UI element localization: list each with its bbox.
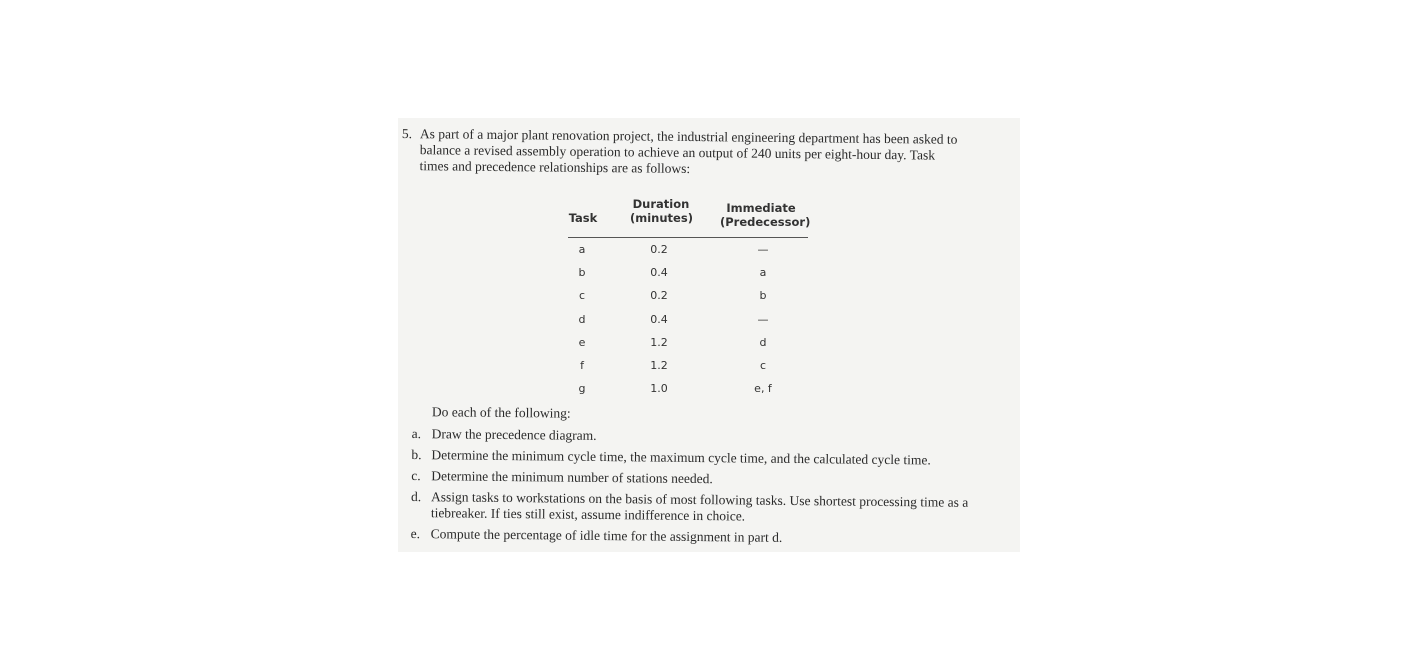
item-label: a.: [411, 426, 422, 442]
header-duration: Duration (minutes): [630, 197, 693, 225]
table-row: [558, 284, 808, 307]
table-body: [558, 238, 808, 400]
predecessor-cell: d: [759, 335, 767, 349]
table-row: [558, 331, 808, 354]
item-text: Determine the minimum number of stations needed.: [431, 468, 713, 487]
predecessor-cell: b: [759, 289, 767, 303]
predecessor-cell: —: [757, 243, 769, 256]
predecessor-cell: —: [757, 312, 769, 326]
item-label: b.: [411, 447, 422, 463]
problem-number: 5.: [401, 126, 413, 142]
instructions: [409, 404, 970, 552]
header-task: Task: [568, 211, 598, 225]
item-label: c.: [411, 468, 421, 484]
task-cell: b: [578, 266, 586, 280]
item-label: e.: [410, 526, 421, 542]
task-table: [558, 196, 811, 396]
item-label: d.: [410, 489, 422, 505]
predecessor-cell: a: [759, 266, 767, 280]
instruction-item: [409, 489, 969, 527]
table-row: [558, 261, 808, 284]
task-cell: e: [578, 335, 586, 349]
task-cell: c: [578, 289, 586, 303]
task-cell: g: [578, 382, 586, 396]
duration-cell: 0.4: [650, 312, 668, 326]
instruction-item: [410, 426, 970, 448]
duration-cell: 1.2: [650, 335, 668, 349]
task-cell: f: [580, 358, 584, 372]
table-row: [558, 354, 808, 377]
duration-cell: 1.0: [650, 382, 668, 396]
table-row: [558, 308, 808, 331]
table-row: [558, 238, 808, 261]
duration-cell: 0.4: [650, 266, 668, 280]
instruction-item: [409, 447, 969, 469]
scanned-page: [398, 118, 1020, 552]
problem-text: As part of a major plant renovation project, the industrial engineering department has been asked to balance a revised assembly operation to achieve an output of 240 units per eight-hour day. Task times and precedence relationships are as follows:: [419, 126, 958, 177]
task-cell: a: [578, 243, 586, 256]
duration-cell: 0.2: [650, 243, 668, 256]
item-text: Determine the minimum cycle time, the maximum cycle time, and the calculated cycle time.: [431, 447, 931, 468]
instruction-item: [409, 526, 969, 548]
instructions-intro: Do each of the following:: [431, 404, 571, 421]
problem-statement: [401, 126, 961, 180]
item-text: Draw the precedence diagram.: [431, 426, 597, 443]
table-row: [558, 377, 808, 400]
table-header: [558, 196, 811, 236]
header-predecessor: Immediate (Predecessor): [720, 201, 811, 229]
item-text: Assign tasks to workstations on the basis of most following tasks. Use shortest processing time as a tiebreaker. If ties still exist, assume indifference in choice.: [430, 489, 969, 524]
predecessor-cell: e, f: [754, 382, 772, 396]
duration-cell: 0.2: [650, 289, 668, 303]
task-cell: d: [578, 312, 586, 326]
instruction-item: [409, 468, 969, 490]
predecessor-cell: c: [759, 358, 767, 372]
duration-cell: 1.2: [650, 358, 668, 372]
item-text: Compute the percentage of idle time for the assignment in part d.: [430, 526, 783, 545]
